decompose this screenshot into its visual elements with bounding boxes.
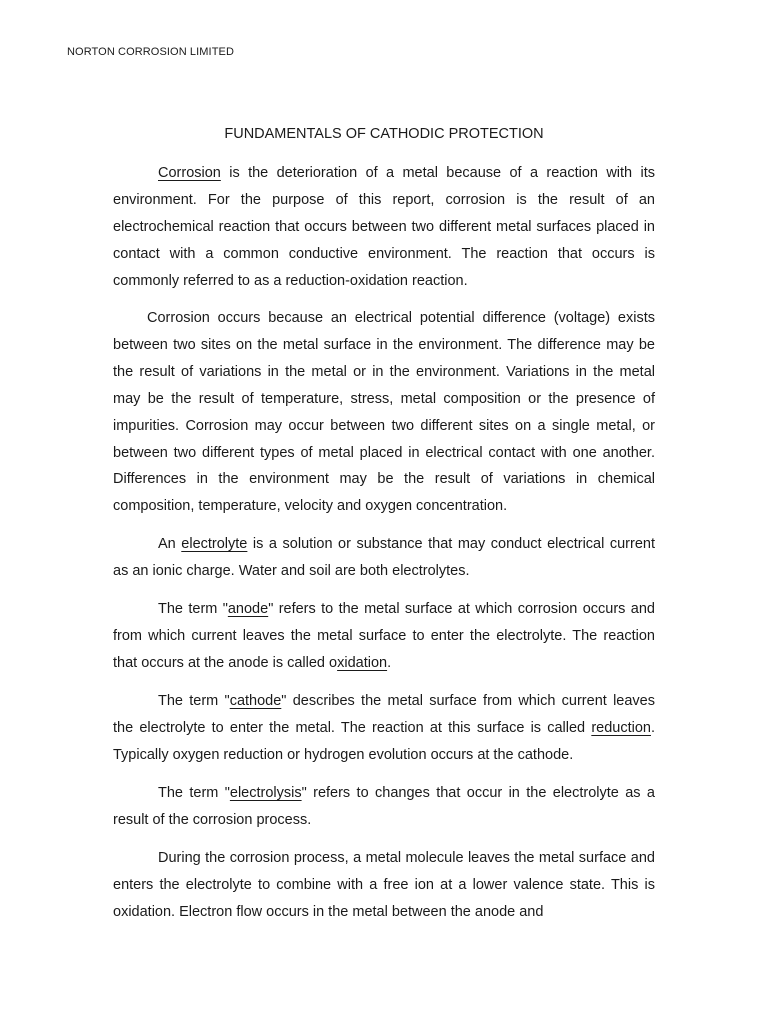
paragraph-text: An	[158, 536, 182, 552]
paragraph-text: is a solution or substance that may conduct electrical current as an ionic charge. Water and soil are both electrolytes.	[113, 536, 656, 579]
term-oxidation: xidation	[337, 654, 388, 671]
term-corrosion: Corrosion	[158, 165, 221, 181]
paragraph-text: " refers to the metal surface at which corrosion occurs and from which current leaves the metal surface to enter the electrolyte. The reaction that occurs at the anode is called o	[113, 601, 655, 671]
term-cathode: cathode	[229, 693, 282, 709]
term-electrolysis: electrolysis	[229, 785, 302, 801]
term-reduction: reduction	[591, 719, 651, 736]
paragraph-text: The term "	[158, 785, 230, 801]
paragraph-text: .	[387, 654, 392, 671]
paragraph-text: . Typically oxygen reduction or hydrogen evolution occurs at the cathode.	[113, 719, 655, 763]
paragraph-potential-difference	[113, 305, 655, 520]
paragraph-text: During the corrosion process, a metal molecule leaves the metal surface and enters the electrolyte to combine with a free ion at a lower valence state. This is oxidation. Electron flow occurs in the metal between the anode and	[113, 850, 655, 920]
paragraph-text: " refers to changes that occur in the electrolyte as a result of the corrosion process.	[113, 785, 655, 828]
paragraph-electrolyte	[113, 531, 655, 585]
paragraph-text: Corrosion occurs because an electrical potential difference (voltage) exists between two sites on the metal surface in the environment. The difference may be the result of variations in the metal or in the environment. Variations in the metal may be the result of temperature, stress, metal composition or the presence of impurities. Corrosion may occur between two different sites on a single metal, or between two different types of metal placed in electrical contact with one another. Differences in the environment may be the result of variations in chemical composition, temperature, velocity and oxygen concentration.	[113, 310, 655, 515]
term-anode: anode	[227, 601, 269, 617]
paragraph-electrolysis	[113, 780, 655, 834]
paragraph-text: The term "	[158, 693, 230, 709]
term-electrolyte: electrolyte	[181, 536, 248, 552]
paragraph-text: " describes the metal surface from which current leaves the electrolyte to enter the metal. The reaction at this surface is called	[113, 693, 655, 736]
page-header: NORTON CORROSION LIMITED	[67, 46, 235, 58]
document-title: FUNDAMENTALS OF CATHODIC PROTECTION	[224, 126, 544, 142]
paragraph-corrosion	[113, 160, 655, 295]
paragraph-anode	[113, 596, 655, 677]
paragraph-corrosion-process	[113, 845, 655, 926]
paragraph-cathode	[113, 688, 655, 769]
paragraph-text: is the deterioration of a metal because of a reaction with its environment. For the purpose of this report, corrosion is the result of an electrochemical reaction that occurs between two different metal surfaces placed in contact with a common conductive environment. The reaction that occurs is commonly referred to as a reduction-oxidation reaction.	[113, 165, 655, 289]
paragraph-text: The term "	[158, 601, 228, 617]
